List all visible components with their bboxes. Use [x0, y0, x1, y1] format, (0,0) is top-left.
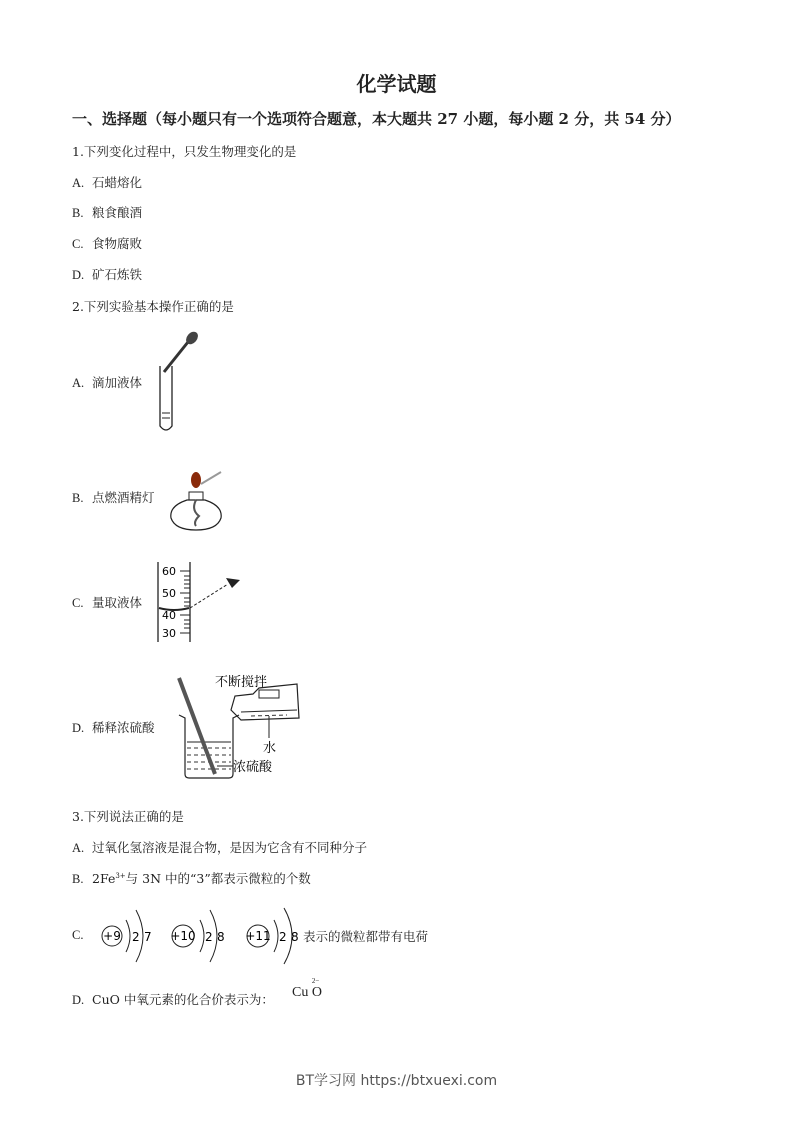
- svg-text:浓硫酸: 浓硫酸: [233, 760, 273, 775]
- question-3-stem: 3.下列说法正确的是: [72, 809, 184, 824]
- valence-formula: Cu 2− O: [292, 977, 322, 1000]
- svg-text:40: 40: [162, 609, 176, 622]
- q2-option-d: D. 稀释浓硫酸: [72, 720, 155, 735]
- svg-text:不断搅拌: 不断搅拌: [215, 675, 268, 690]
- q3-option-c-text: 表示的微粒都带有电荷: [303, 929, 429, 944]
- footer-watermark: BT学习网 https://btxuexi.com: [295, 1073, 498, 1089]
- atomic-structure-diagrams: [96, 902, 306, 968]
- svg-text:8: 8: [291, 930, 299, 944]
- dilute-acid-figure: [175, 668, 305, 782]
- atom-diagram-fluorine: [102, 910, 152, 962]
- q2-option-b: B. 点燃酒精灯: [72, 490, 155, 505]
- q3-option-d: D. CuO 中氧元素的化合价表示为：: [72, 992, 274, 1007]
- q3-option-c: C.: [72, 928, 84, 942]
- svg-text:60: 60: [162, 565, 176, 578]
- svg-text:水: 水: [263, 741, 277, 756]
- q2-option-c: C. 量取液体: [72, 595, 143, 610]
- q1-option-a: A. 石蜡熔化: [72, 175, 143, 190]
- svg-text:50: 50: [162, 587, 176, 600]
- q3-option-b: B. $2Fe^{3+}$与 3N 中的“3”都表示微粒的个数: [72, 871, 311, 886]
- q1-option-d: D. 矿石炼铁: [72, 267, 143, 282]
- page-title: 化学试题: [356, 72, 437, 96]
- q1-option-c: C. 食物腐败: [72, 236, 143, 251]
- q3-option-a: A. 过氧化氢溶液是混合物，是因为它含有不同种分子: [72, 840, 368, 855]
- section-heading: 一、选择题（每小题只有一个选项符合题意，本大题共 27 小题，每小题 2 分，共 54 分）: [72, 110, 681, 128]
- alcohol-lamp-figure: [165, 466, 235, 536]
- svg-text:7: 7: [144, 930, 152, 944]
- q2-option-a: A. 滴加液体: [72, 375, 143, 390]
- atom-diagram-neon: [170, 910, 224, 962]
- q1-option-b: B. 粮食酿酒: [72, 205, 143, 220]
- svg-text:2: 2: [205, 930, 213, 944]
- eye-icon: [226, 578, 240, 588]
- svg-text:2: 2: [279, 930, 287, 944]
- svg-text:2: 2: [132, 930, 140, 944]
- svg-text:30: 30: [162, 627, 176, 640]
- question-2-stem: 2.下列实验基本操作正确的是: [72, 299, 234, 314]
- atom-diagram-sodium-ion: [245, 908, 298, 964]
- svg-text:+11: +11: [245, 929, 271, 943]
- dropper-test-tube-figure: [150, 328, 230, 436]
- svg-text:8: 8: [217, 930, 225, 944]
- question-1-stem: 1.下列变化过程中，只发生物理变化的是: [72, 144, 297, 159]
- graduated-cylinder-figure: [150, 558, 250, 644]
- svg-text:+9: +9: [103, 929, 121, 943]
- svg-text:+10: +10: [170, 929, 196, 943]
